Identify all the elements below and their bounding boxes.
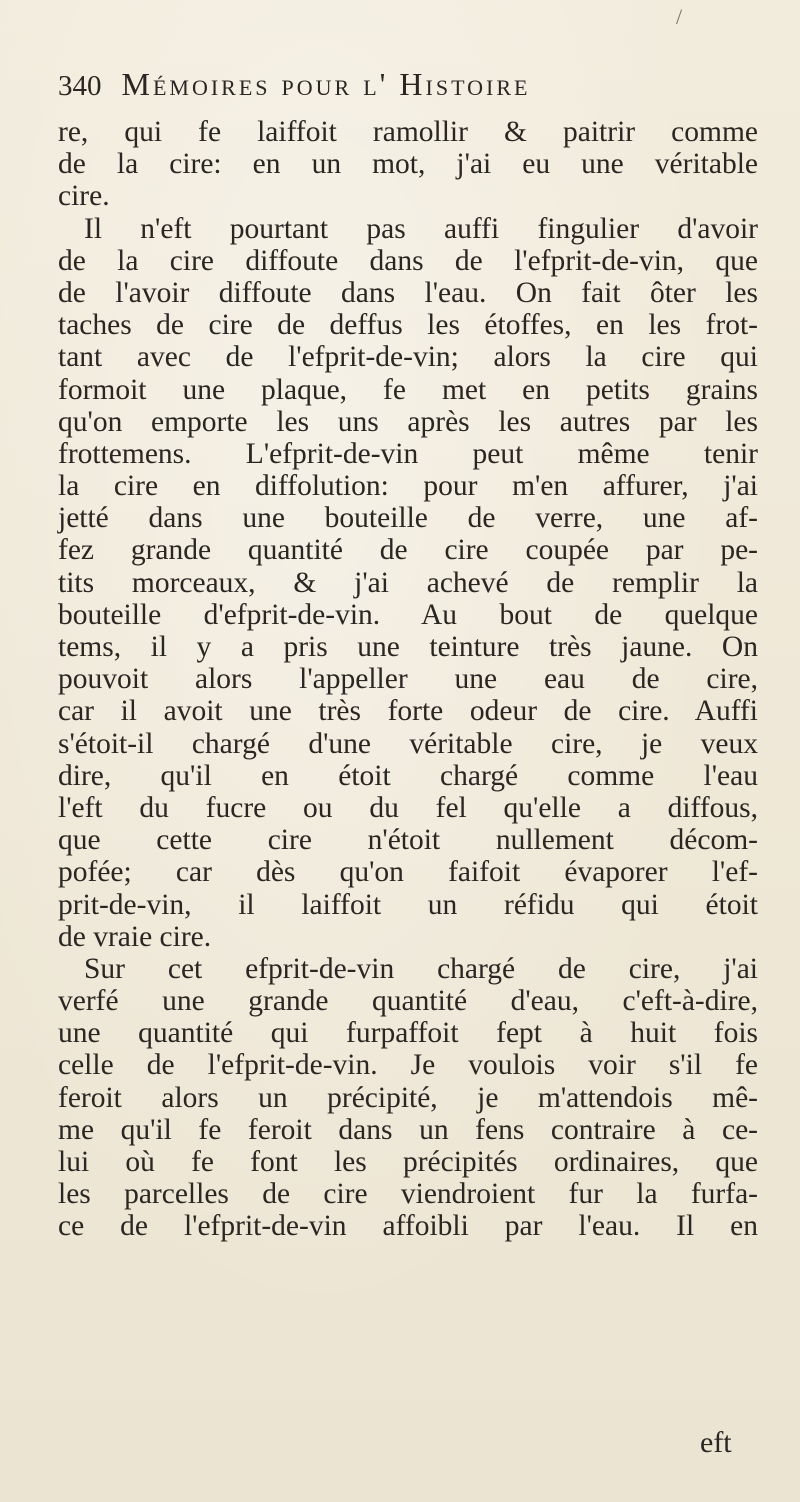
- body-text: [58, 116, 758, 1243]
- text-line: Sur cet efprit-de-vin chargé de cire, j'ai: [84, 952, 758, 985]
- text-line: de la cire diffoute dans de l'efprit-de-vin, que: [58, 244, 758, 277]
- page-number: 340: [58, 70, 102, 102]
- text-line: re, qui fe laiffoit ramollir & paitrir comme: [58, 116, 758, 148]
- text-line: lui où fe font les précipités ordinaires, que: [58, 1146, 758, 1178]
- text-line: prit-de-vin, il laiffoit un réfidu qui étoit: [58, 888, 758, 921]
- text-line: bouteille d'efprit-de-vin. Au bout de quelque: [58, 598, 758, 631]
- running-title: Mémoires pour l' Histoire: [121, 66, 531, 102]
- text-line: car il avoit une très forte odeur de cire. Auffi: [58, 695, 758, 728]
- text-line: cire.: [58, 180, 110, 213]
- text-line: que cette cire n'étoit nullement décom-: [58, 824, 758, 857]
- text-line: frottemens. L'efprit-de-vin peut même tenir: [58, 437, 758, 470]
- text-line: formoit une plaque, fe met en petits grains: [58, 373, 758, 406]
- page-header: [58, 66, 758, 106]
- text-line: de l'avoir diffoute dans l'eau. On fait ôter les: [58, 276, 758, 309]
- text-line: pouvoit alors l'appeller une eau de cire,: [58, 663, 758, 696]
- text-line: fez grande quantité de cire coupée par pe-: [58, 534, 758, 567]
- text-line: me qu'il fe feroit dans un fens contraire à ce-: [58, 1113, 758, 1146]
- catchword: eft: [700, 1426, 732, 1459]
- text-line: jetté dans une bouteille de verre, une af-: [58, 502, 758, 535]
- text-line: taches de cire de deffus les étoffes, en les frot-: [58, 309, 758, 342]
- text-line: de vraie cire.: [58, 920, 212, 953]
- text-line: tems, il y a pris une teinture très jaune. On: [58, 631, 758, 663]
- text-line: tits morceaux, & j'ai achevé de remplir la: [58, 566, 758, 599]
- text-line: tant avec de l'efprit-de-vin; alors la cire qui: [58, 341, 758, 374]
- text-line: qu'on emporte les uns après les autres par les: [58, 405, 758, 438]
- text-line: s'étoit-il chargé d'une véritable cire, je veux: [58, 727, 758, 760]
- text-line: l'eft du fucre ou du fel qu'elle a diffous,: [58, 791, 758, 824]
- text-line: pofée; car dès qu'on faifoit évaporer l'ef-: [58, 856, 758, 889]
- text-line: la cire en diffolution: pour m'en affurer, j'ai: [58, 470, 758, 503]
- text-line: dire, qu'il en étoit chargé comme l'eau: [58, 759, 758, 792]
- text-line: de la cire: en un mot, j'ai eu une véritable: [58, 148, 758, 181]
- text-line: ce de l'efprit-de-vin affoibli par l'eau. Il en: [58, 1210, 758, 1243]
- text-line: une quantité qui furpaffoit fept à huit fois: [58, 1017, 758, 1050]
- text-line: feroit alors un précipité, je m'attendois mê-: [58, 1081, 758, 1114]
- text-line: les parcelles de cire viendroient fur la furfa-: [58, 1178, 758, 1211]
- text-line: Il n'eft pourtant pas auffi fingulier d'avoir: [84, 212, 758, 245]
- text-line: celle de l'efprit-de-vin. Je voulois voir s'il fe: [58, 1049, 758, 1082]
- corner-mark: /: [676, 4, 683, 29]
- text-line: verfé une grande quantité d'eau, c'eft-à-dire,: [58, 985, 758, 1018]
